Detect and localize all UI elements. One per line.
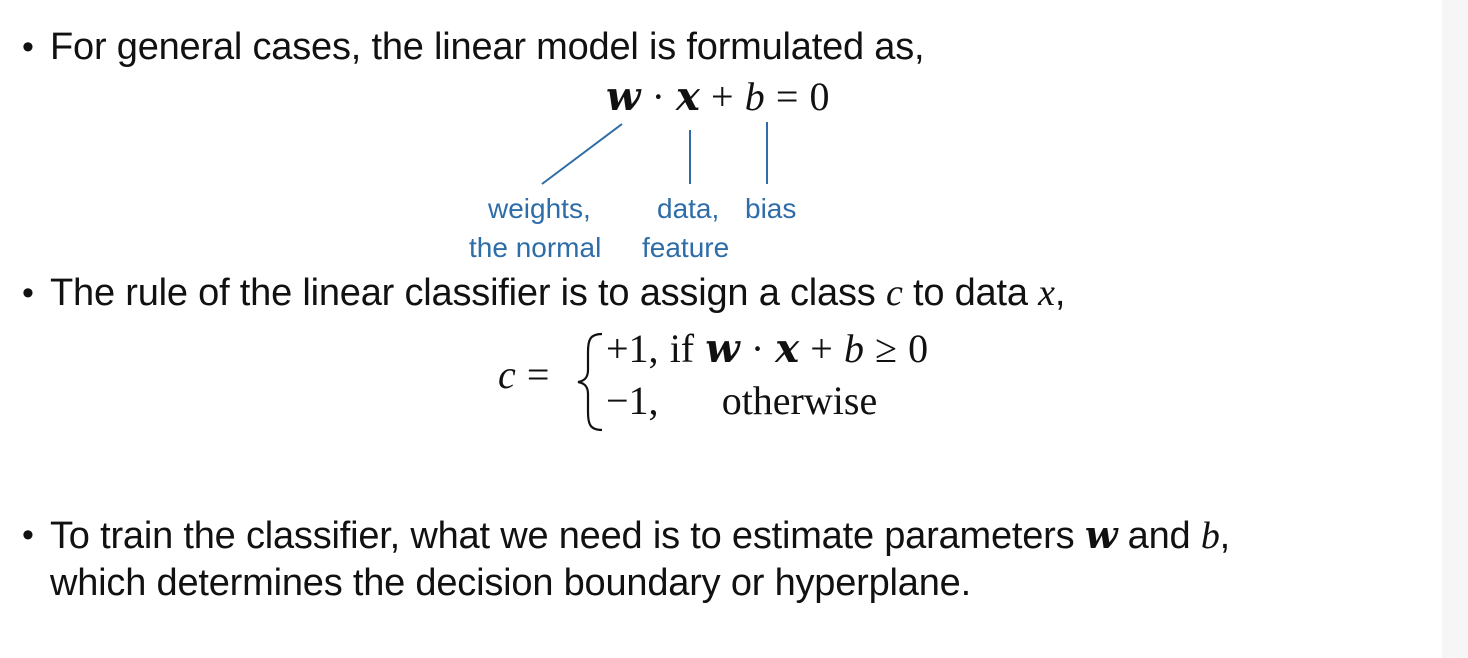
bullet-2-text: [50, 270, 1065, 316]
annotation-weights-line2: the normal: [469, 232, 602, 263]
bullet-dot-1: •: [22, 28, 34, 66]
eq1-plus: +: [711, 74, 734, 119]
eq1-dot: ·: [651, 74, 665, 119]
bullet-3-line2: which determines the decision boundary or hyperplane.: [50, 562, 971, 604]
eq2-case1-zero: 0: [908, 326, 929, 371]
bullet-2-label-a: The rule of the linear classifier is to assign a class: [50, 272, 886, 314]
eq2-case2-condition: otherwise: [721, 378, 878, 423]
eq2-case1-if: if: [669, 326, 695, 371]
eq2-case1-value: +1,: [606, 326, 659, 371]
eq1-x: x: [676, 73, 700, 120]
bullet-3-label-b: and: [1117, 515, 1201, 557]
bullet-1-label: For general cases, the linear model is formulated as,: [50, 26, 925, 68]
bullet-2-label-c: ,: [1054, 272, 1066, 314]
eq2-case2-value: −1,: [606, 378, 659, 423]
eq1-equals: =: [775, 74, 799, 119]
brace-path: [578, 334, 602, 430]
eq2-case1-w: w: [705, 325, 740, 372]
annotation-data-line1: data,: [657, 193, 720, 224]
annotation-weights-line1: weights,: [488, 193, 591, 224]
bullet-2-label-b: to data: [902, 272, 1039, 314]
eq2-case1-geq: ≥: [875, 326, 898, 371]
eq2-case1-plus: +: [810, 326, 833, 371]
bullet-2-var-x: x: [1038, 272, 1055, 314]
connector-weights: [542, 124, 622, 184]
annotation-data-line2: feature: [642, 232, 730, 263]
eq1-b: b: [744, 74, 765, 119]
eq2-lhs: [498, 352, 549, 398]
right-margin-strip: [1442, 0, 1468, 658]
bullet-3-var-w: w: [1084, 512, 1118, 557]
eq1-w: w: [606, 73, 641, 120]
eq2-case1-b: b: [843, 326, 864, 371]
eq2-case1-x: x: [775, 325, 800, 372]
bullet-3-line1: [50, 512, 1230, 559]
eq2-c: c: [498, 352, 516, 397]
bullet-3-label-a: To train the classifier, what we need is to estimate parameters: [50, 515, 1085, 557]
eq2-case2: [606, 378, 877, 424]
bullet-3-label-c: ,: [1219, 515, 1231, 557]
bullet-dot-3: •: [22, 516, 34, 554]
eq2-case1: [606, 326, 928, 372]
eq1-zero: 0: [809, 74, 830, 119]
eq2-case1-dot: ·: [750, 326, 765, 371]
bullet-2-var-c: c: [885, 272, 903, 314]
eq2-brace: [576, 330, 606, 434]
annotation-bias: bias: [745, 193, 797, 224]
bullet-3-var-b: b: [1200, 515, 1220, 557]
eq2-equals: =: [526, 352, 550, 397]
bullet-dot-2: •: [22, 274, 34, 312]
